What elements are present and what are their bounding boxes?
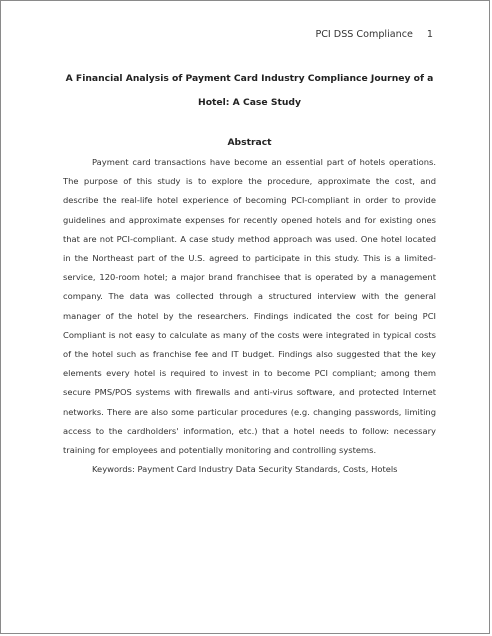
paper-content <box>63 67 436 479</box>
abstract-heading: Abstract <box>227 137 272 148</box>
running-head <box>315 29 433 40</box>
abstract-text: Payment card transactions have become an essential part of hotels operations. The purpose of this study is to explore the procedure, approximate the cost, and describe the real-life hotel experience of becoming PCI-compliant in order to provide guidelines and approximate expenses for recently opened hotels and for existing ones that are not PCI-compliant. A case study method approach was used. One hotel located in the Northeast part of the U.S. agreed to participate in this study. This is a limited-service, 120-room hotel; a major brand franchisee that is operated by a management company. The data was collected through a structured interview with the general manager of the hotel by the researchers. Findings indicated the cost for being PCI Compliant is not easy to calculate as many of the costs were integrated in typical costs of the hotel such as franchise fee and IT budget. Findings also suggested that the key elements every hotel is required to invest in to become PCI compliant; among them secure PMS/POS systems with firewalls and anti-virus software, and protected Internet networks. There are also some particular procedures (e.g. changing passwords, limiting access to the cardholders' information, etc.) that a hotel needs to follow: necessary training for employees and potentially monitoring and controlling systems. <box>63 157 436 456</box>
keywords: Keywords: Payment Card Industry Data Security Standards, Costs, Hotels <box>92 464 398 475</box>
page-number: 1 <box>426 29 433 40</box>
paper-title: A Financial Analysis of Payment Card Industry Compliance Journey of a Hotel: A Case Study <box>65 73 434 108</box>
running-head-title: PCI DSS Compliance <box>315 29 413 40</box>
